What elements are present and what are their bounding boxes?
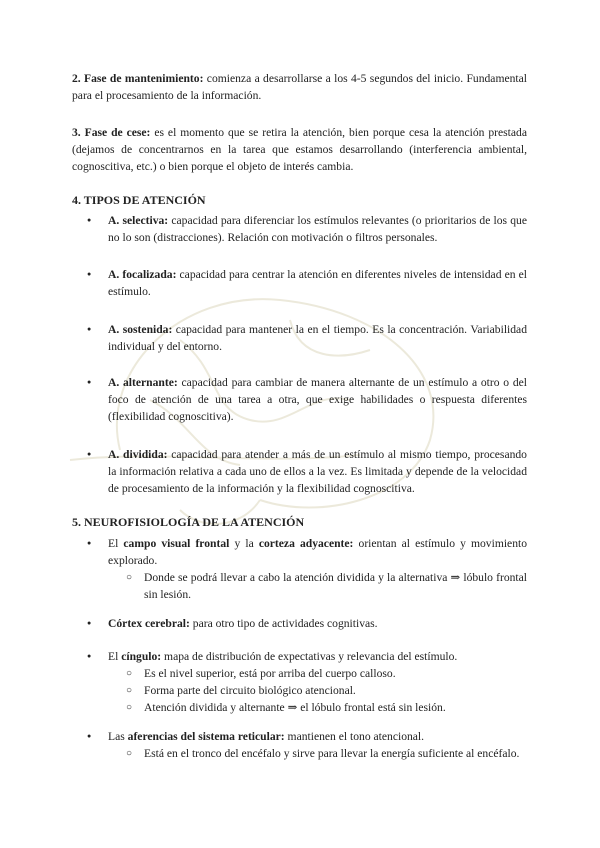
list-item <box>108 374 527 425</box>
sub-list-item: ○ Está en el tronco del encéfalo y sirve para llevar la energía suficiente al encéfalo. <box>144 745 527 762</box>
list-item <box>108 212 527 246</box>
item-text: orientan al estímulo y movimiento explorado. <box>108 537 528 567</box>
list-item <box>108 728 527 745</box>
item-term: A. dividida: <box>108 448 168 461</box>
item-text: mantienen el tono atencional. <box>284 730 425 743</box>
fase-term: 2. Fase de mantenimiento: <box>72 72 204 85</box>
fase-text: comienza a desarrollarse a los 4-5 segundos del inicio. Fundamental para el procesamiento de la información. <box>72 72 528 102</box>
list-item <box>108 535 527 569</box>
item-text: capacidad para atender a más de un estímulo al mismo tiempo, procesando la información relativa a cada uno de ellos a la vez. Es limitada y depende de la velocidad de procesamiento de la información y la flexibilidad cognoscitiva. <box>108 448 527 495</box>
item-term: A. selectiva: <box>108 214 169 227</box>
item-term: A. focalizada: <box>108 268 177 281</box>
item-prefix: El <box>108 650 122 663</box>
item-prefix: El <box>108 537 124 550</box>
item-text: mapa de distribución de expectativas y relevancia del estímulo. <box>161 650 458 663</box>
item-conjunction: y la <box>229 537 259 550</box>
fase-mantenimiento <box>72 70 527 104</box>
item-term: cíngulo: <box>121 650 162 663</box>
list-item <box>108 266 527 300</box>
fase-text: es el momento que se retira la atención, bien porque cesa la atención prestada (dejamos de concentrarnos en la tarea que estamos desarrollando (interferencia ambiental, cognoscitiva, etc.) o bien porque el objeto de interés cambia. <box>72 126 527 173</box>
item-term: Córtex cerebral: <box>108 617 190 630</box>
item-text: capacidad para diferenciar los estímulos relevantes (o prioritarios de los que no lo son (distracciones). Relación con motivación o filtros personales. <box>108 214 527 244</box>
item-term: corteza adyacente: <box>258 537 354 550</box>
item-term: campo visual frontal <box>123 537 230 550</box>
sub-list-item: ○ Forma parte del circuito biológico atencional. <box>144 682 527 699</box>
list-item <box>108 446 527 497</box>
sub-list-item: ○ Es el nivel superior, está por arriba del cuerpo calloso. <box>144 665 527 682</box>
item-term: A. sostenida: <box>108 323 173 336</box>
item-text: capacidad para centrar la atención en diferentes niveles de intensidad en el estímulo. <box>108 268 527 298</box>
section-4-heading: 4. TIPOS DE ATENCIÓN <box>72 193 206 207</box>
sub-list-item: ○ Atención dividida y alternante ⇒ el lóbulo frontal está sin lesión. <box>144 699 527 716</box>
item-text: para otro tipo de actividades cognitivas. <box>189 617 378 630</box>
fase-cese <box>72 124 527 175</box>
fase-term: 3. Fase de cese: <box>72 126 151 139</box>
item-term: A. alternante: <box>108 376 178 389</box>
sub-list-item: ○ Donde se podrá llevar a cabo la atención dividida y la alternativa ⇒ lóbulo frontal sin lesión. <box>144 569 527 603</box>
list-item <box>108 648 527 665</box>
list-item <box>108 615 527 632</box>
item-term: aferencias del sistema reticular: <box>127 730 285 743</box>
item-text: capacidad para cambiar de manera alternante de un estímulo a otro o del foco de atención de una tarea a otra, que exige habilidades o respuesta diferentes (flexibilidad cognoscitiva). <box>108 376 527 423</box>
item-text: capacidad para mantener la en el tiempo. Es la concentración. Variabilidad individual y del entorno. <box>108 323 527 353</box>
list-item <box>108 321 527 355</box>
item-prefix: Las <box>108 730 128 743</box>
section-5-heading: 5. NEUROFISIOLOGÍA DE LA ATENCIÓN <box>72 515 305 529</box>
